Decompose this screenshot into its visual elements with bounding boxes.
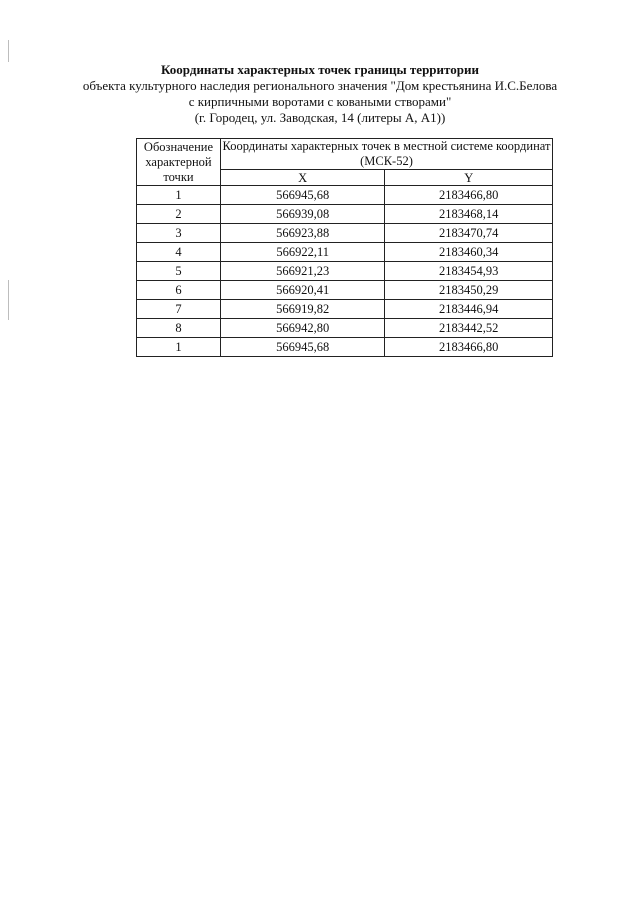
document-subtitle-line: с кирпичными воротами с коваными створами": [188, 94, 452, 109]
coordinates-table-body: [137, 186, 553, 357]
table-row: [137, 338, 553, 357]
table-row: [137, 243, 553, 262]
cell-x: 566919,82: [220, 300, 385, 319]
cell-point: 7: [137, 300, 221, 319]
cell-y: 2183466,80: [385, 338, 553, 357]
table-row: [137, 224, 553, 243]
header-x: X: [220, 170, 385, 186]
table-row: [137, 262, 553, 281]
scan-edge-mark: [8, 40, 9, 62]
scan-edge-mark: [8, 280, 9, 320]
cell-x: 566920,41: [220, 281, 385, 300]
document-subtitle-line: объекта культурного наследия регионального значения "Дом крестьянина И.С.Белова: [82, 78, 558, 93]
cell-x: 566942,80: [220, 319, 385, 338]
cell-y: 2183446,94: [385, 300, 553, 319]
cell-point: 1: [137, 338, 221, 357]
table-row: [137, 300, 553, 319]
cell-point: 2: [137, 205, 221, 224]
cell-y: 2183470,74: [385, 224, 553, 243]
cell-x: 566939,08: [220, 205, 385, 224]
document-title: Координаты характерных точек границы территории: [161, 62, 479, 77]
cell-y: 2183468,14: [385, 205, 553, 224]
table-row: [137, 281, 553, 300]
cell-x: 566945,68: [220, 338, 385, 357]
cell-point: 6: [137, 281, 221, 300]
cell-x: 566921,23: [220, 262, 385, 281]
cell-y: 2183442,52: [385, 319, 553, 338]
table-row: [137, 186, 553, 205]
cell-x: 566923,88: [220, 224, 385, 243]
cell-y: 2183466,80: [385, 186, 553, 205]
cell-point: 1: [137, 186, 221, 205]
cell-point: 3: [137, 224, 221, 243]
cell-y: 2183454,93: [385, 262, 553, 281]
header-coordinate-system: Координаты характерных точек в местной системе координат (МСК-52): [220, 139, 552, 170]
document-heading: [0, 62, 640, 126]
document-subtitle-line: (г. Городец, ул. Заводская, 14 (литеры А, А1)): [194, 110, 446, 125]
header-y: Y: [385, 170, 553, 186]
cell-y: 2183450,29: [385, 281, 553, 300]
cell-y: 2183460,34: [385, 243, 553, 262]
coordinates-table: [136, 138, 553, 357]
cell-point: 8: [137, 319, 221, 338]
table-row: [137, 319, 553, 338]
cell-point: 5: [137, 262, 221, 281]
header-point-designation: Обозначение характерной точки: [137, 139, 221, 186]
cell-point: 4: [137, 243, 221, 262]
cell-x: 566945,68: [220, 186, 385, 205]
table-row: [137, 205, 553, 224]
cell-x: 566922,11: [220, 243, 385, 262]
